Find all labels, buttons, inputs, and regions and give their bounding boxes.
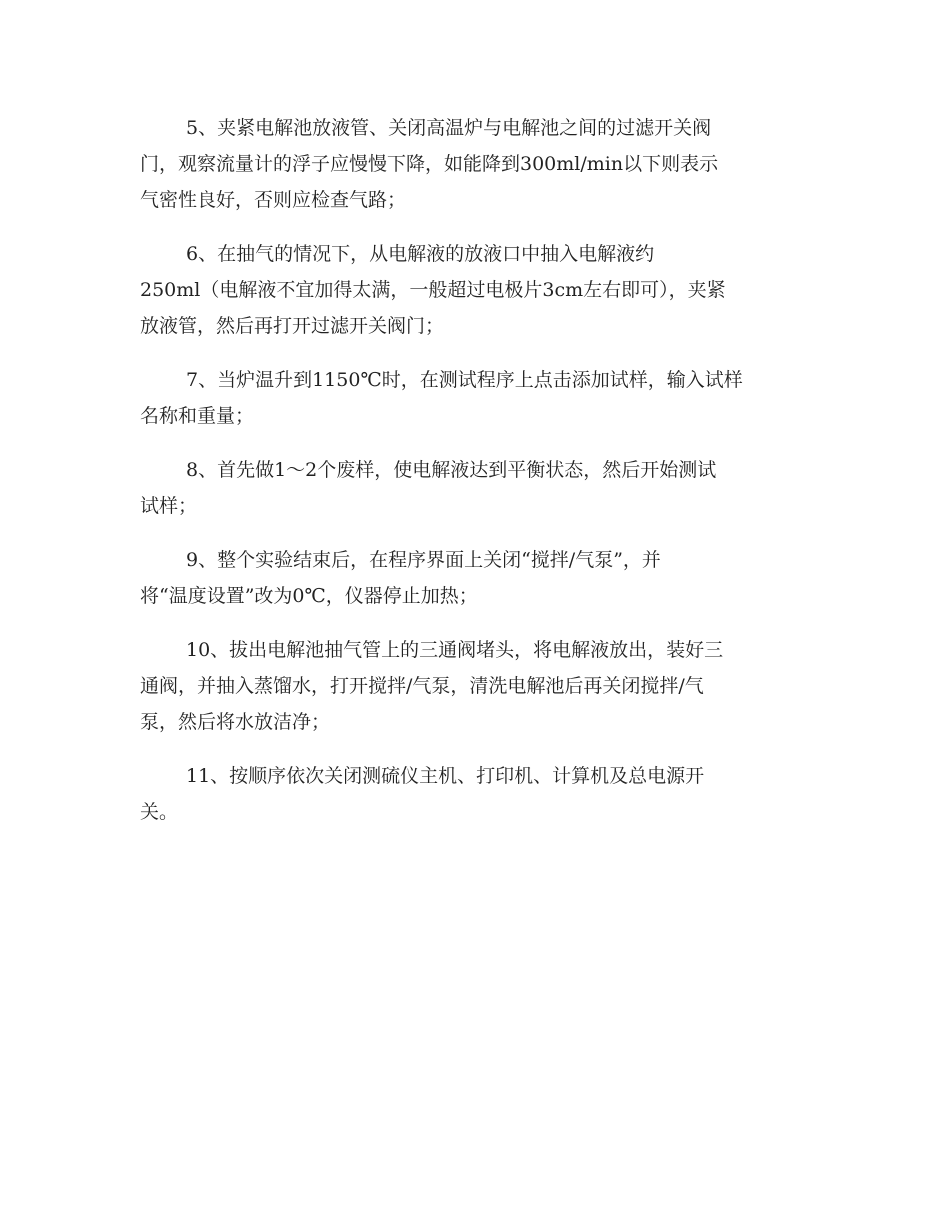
text-line: 试样； [140,495,198,517]
document-body [140,110,810,848]
step-8-paragraph [140,452,810,524]
text-line: 5、夹紧电解池放液管、关闭高温炉与电解池之间的过滤开关阀 [186,117,712,139]
text-line: 10、拔出电解池抽气管上的三通阀堵头，将电解液放出，装好三 [186,639,724,661]
text-line: 气密性良好，否则应检查气路； [140,189,407,211]
text-line: 放液管，然后再打开过滤开关阀门； [140,315,445,337]
text-line: 8、首先做1～2个废样，使电解液达到平衡状态，然后开始测试 [186,459,717,481]
step-9-paragraph [140,542,810,614]
text-line: 通阀，并抽入蒸馏水，打开搅拌/气泵，清洗电解池后再关闭搅拌/气 [140,675,704,697]
text-line: 泵，然后将水放洁净； [140,711,331,733]
text-line: 关。 [140,801,179,823]
step-11-paragraph [140,758,810,830]
text-line: 6、在抽气的情况下，从电解液的放液口中抽入电解液约 [186,243,655,265]
text-line: 将“温度设置”改为0℃，仪器停止加热； [140,585,478,607]
text-line: 门，观察流量计的浮子应慢慢下降，如能降到300ml/min以下则表示 [140,153,719,175]
step-6-paragraph [140,236,810,344]
step-7-paragraph [140,362,810,434]
text-line: 7、当炉温升到1150℃时，在测试程序上点击添加试样，输入试样 [186,369,743,391]
text-line: 250ml（电解液不宜加得太满，一般超过电极片3cm左右即可），夹紧 [140,279,726,301]
text-line: 9、整个实验结束后，在程序界面上关闭“搅拌/气泵”，并 [186,549,661,571]
text-line: 11、按顺序依次关闭测硫仪主机、打印机、计算机及总电源开 [186,765,705,787]
step-10-paragraph [140,632,810,740]
text-line: 名称和重量； [140,405,255,427]
step-5-paragraph [140,110,810,218]
